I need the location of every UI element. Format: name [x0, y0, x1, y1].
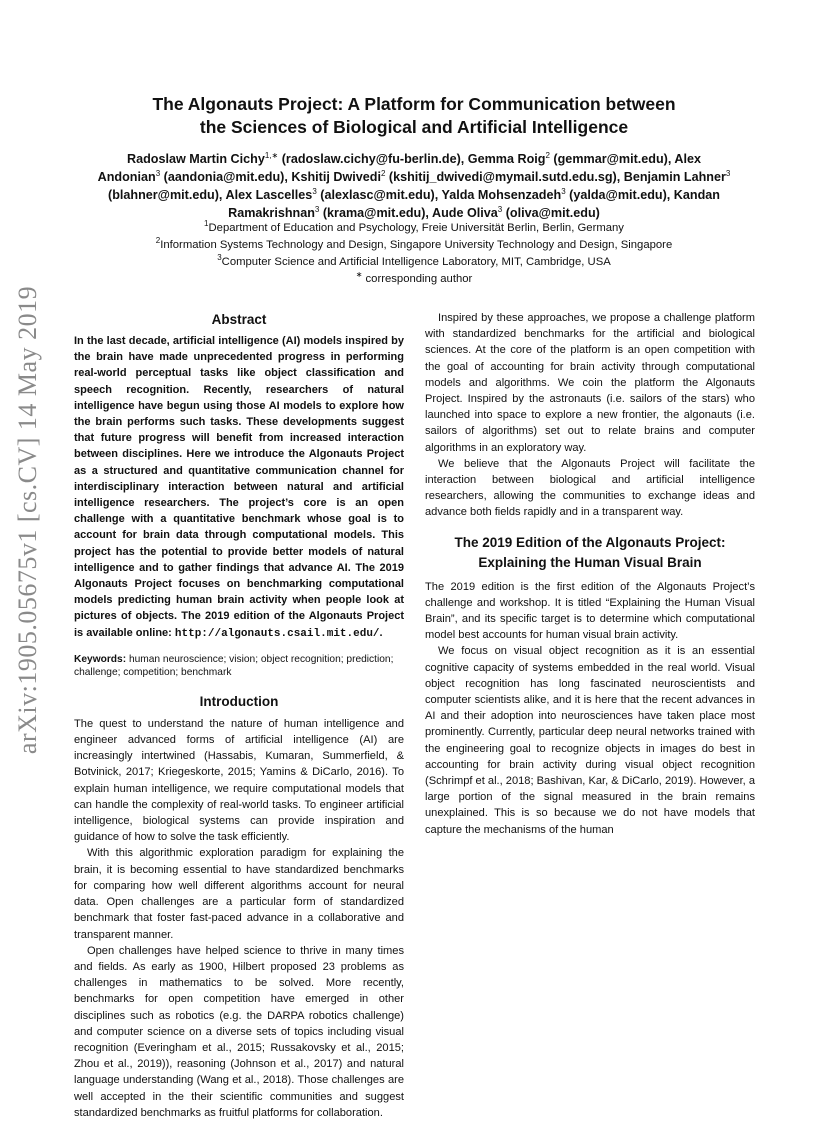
edition-paragraph-1: The 2019 edition is the first edition of the Algonauts Project’s challenge and workshop. It is titled “Explaining the Human Visual Brain”, and its specific target is to determine which computational model best accounts for human visual brain activity. [425, 580, 755, 642]
arxiv-id: arXiv:1905.05675v1 [cs.CV] 14 May 2019 [13, 285, 42, 755]
edition-heading-line-2: Explaining the Human Visual Brain [478, 554, 702, 570]
affiliation [95, 254, 733, 271]
author-email: (alexlasc@mit.edu), [320, 188, 439, 202]
intro-paragraph-1: The quest to understand the nature of human intelligence and engineer advanced forms of artificial intelligence (AI) are increasingly intertwined (Hassabis, Kumaran, Summerfield, & Botvinick, 2017; Kriegeskorte, 2015; Yamins & DiCarlo, 2016). To explain human intelligence, we require computational models that can handle the complexity of real-world tasks. To engineer artificial intelligence, biological systems can provide inspiration and guidance of how to solve the task efficiently. [74, 717, 404, 844]
author-affil-mark: 3 [725, 169, 731, 178]
arxiv-stamp [8, 240, 48, 800]
affil-mark: 1 [204, 219, 209, 228]
abstract-heading: Abstract [211, 312, 267, 327]
author-email: (gemmar@mit.edu), [553, 152, 672, 166]
author-email: (krama@mit.edu), [322, 206, 429, 220]
author-name: Aude Oliva [431, 206, 498, 220]
intro-paragraph-2: With this algorithmic exploration paradigm for explaining the brain, it is becoming essential to have standardized benchmarks for comparing how well different algorithms account for neural data. Open challenges are a particular form of standardized benchmark that foster fast-paced advance in a collaborative and transparent manner. [74, 847, 404, 941]
author-name: Alex Lascelles [225, 188, 313, 202]
author-name: Gemma Roig [467, 152, 546, 166]
author-name: Kshitij Dwivedi [291, 170, 381, 184]
affil-text: Computer Science and Artificial Intelligence Laboratory, MIT, Cambridge, USA [221, 256, 611, 268]
paper-title [100, 93, 728, 139]
author-email: (blahner@mit.edu), [108, 188, 223, 202]
left-column [74, 310, 404, 1121]
keywords-text: human neuroscience; vision; object recognition; prediction; challenge; competition; benchmark [74, 653, 394, 679]
keywords-label: Keywords: [74, 653, 127, 665]
author-email: (radoslaw.cichy@fu-berlin.de), [281, 152, 465, 166]
author-affil-mark: 3 [497, 205, 503, 214]
author-affil-mark: 2 [545, 151, 550, 160]
author-affil-mark: 3 [314, 205, 320, 214]
author-affil-mark: 3 [155, 169, 161, 178]
author-name: Benjamin Lahner [623, 170, 726, 184]
author-email: (kshitij_dwivedi@mymail.sutd.edu.sg), [388, 170, 621, 184]
edition-heading-line-1: The 2019 Edition of the Algonauts Project: [454, 534, 726, 550]
affil-mark: ∗ [355, 270, 363, 279]
affil-text: Information Systems Technology and Design, Singapore University Technology and Design, Singapore [160, 239, 673, 251]
affil-text: corresponding author [365, 273, 473, 285]
title-line-1: The Algonauts Project: A Platform for Communication between [152, 94, 676, 114]
author-email: (aandonia@mit.edu), [163, 170, 288, 184]
title-line-2: the Sciences of Biological and Artificial Intelligence [199, 117, 629, 137]
author-affil-mark: 1,∗ [264, 151, 279, 160]
author-name: Radoslaw Martin Cichy [126, 152, 265, 166]
author-affil-mark: 3 [561, 187, 566, 196]
edition-paragraph-2: We focus on visual object recognition as it is an essential cognitive capacity of systems embedded in the real world. Visual object recognition has long fascinated neuroscientists and computer scientists alike, and it is here that the recent advances in AI and their adoption into neurosciences have taken place most prominently. Currently, particular deep neural networks trained with the engineering goal to recognize objects in images do best in accounting for brain activity during visual object recognition (Schrimpf et al., 2018; Bashivan, Kar, & DiCarlo, 2019). However, a large portion of the signal measured in the brain remains unexplained. This is so because we do not have models that capture the mechanisms of the human [425, 645, 755, 836]
author-list [95, 150, 733, 222]
intro-paragraph-5: We believe that the Algonauts Project will facilitate the interaction between biological and artificial intelligence researchers, allowing the communities to exchange ideas and advance both fields rapidly and in a transparent way. [425, 457, 755, 519]
author-name: Kandan Ramakrishnan [228, 188, 720, 220]
author-affil-mark: 2 [380, 169, 386, 178]
author-name: Alex Andonian [97, 152, 702, 184]
keywords [74, 653, 404, 680]
affil-text: Department of Education and Psychology, Freie Universität Berlin, Berlin, Germany [208, 222, 624, 234]
intro-paragraph-3: Open challenges have helped science to thrive in many times and fields. As early as 1900, Hilbert proposed 23 problems as challenges in mathematics to be solved. More recently, benchmarks for open competition have emerged in other disciplines such as robotics (e.g. the DARPA robotics challenge) and computer science on a diverse sets of topics including visual recognition (Everingham et al., 2015; Russakovsky et al., 2015; Zhou et al., 2019)), reasoning (Johnson et al., 2017) and natural language understanding (Wang et al., 2018). Those challenges are well accepted in the their scientific communities and suggest standardized benchmarks as fruitful platforms for collaboration. [74, 944, 404, 1119]
abstract-text [74, 333, 404, 642]
affiliation [95, 220, 733, 237]
introduction-heading: Introduction [199, 693, 279, 709]
right-column [425, 310, 755, 838]
author-affil-mark: 3 [312, 187, 317, 196]
affiliation-list [95, 220, 733, 288]
intro-paragraph-4: Inspired by these approaches, we propose a challenge platform with standardized benchmarks for the artificial and biological sciences. At the core of the platform is an open competition with the goal of accounting for brain activity through computational models and algorithms. We coin the platform the Algonauts Project. Inspired by the astronauts (i.e. sailors of the stars) who launched into space to explore a new frontier, the algonauts (i.e. sailors of algorithms) set out to relate brains and computer algorithms in an exploratory way. [425, 312, 755, 454]
affil-mark: 2 [155, 236, 161, 245]
edition-heading [425, 533, 755, 573]
affiliation [95, 271, 733, 288]
project-url-link[interactable]: http://algonauts.csail.mit.edu/ [174, 627, 380, 640]
author-email: (oliva@mit.edu) [505, 206, 600, 220]
abstract-body: In the last decade, artificial intelligence (AI) models inspired by the brain have made unprecedented progress in performing real-world perceptual tasks like object classification and speech recognition. Recently, researchers of natural intelligence have begun using those AI models to explore how the brain performs such tasks. These developments suggest that future progress will benefit from increased interaction between disciplines. Here we introduce the Algonauts Project as a structured and quantitative communication channel for interdisciplinary interaction between natural and artificial intelligence researchers. The project’s core is an open challenge with a quantitative benchmark whose goal is to account for brain data through computational models. This project has the potential to provide better models of natural intelligence and to gather findings that advance AI. The 2019 Algonauts Project focuses on benchmarking computational models predicting human brain activity when people look at pictures of objects. The 2019 edition of the Algonauts Project is available online: [74, 335, 404, 639]
affil-mark: 3 [217, 253, 222, 262]
abstract-url-tail: . [379, 626, 383, 639]
author-name: Yalda Mohsenzadeh [441, 188, 562, 202]
author-email: (yalda@mit.edu), [569, 188, 671, 202]
affiliation [95, 237, 733, 254]
